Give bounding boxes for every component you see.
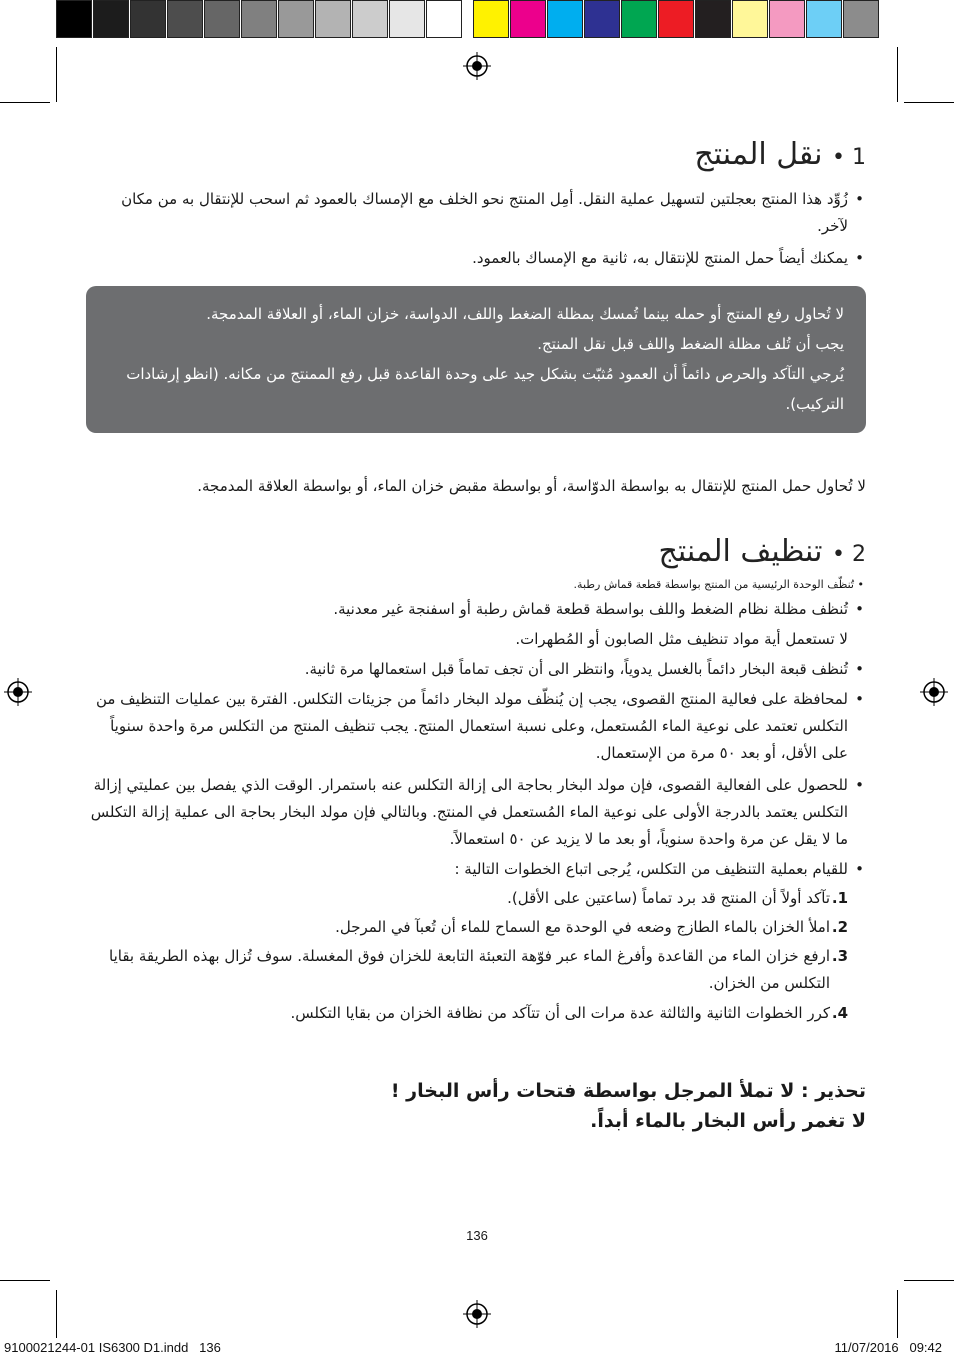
warning-box-line: يجب أن تُلف مظلة الضغط واللف قبل نقل المنتج. [537, 335, 844, 353]
crop-mark [897, 1290, 898, 1338]
crop-mark [0, 1280, 50, 1281]
color-swatch [843, 0, 879, 38]
step-text: املأ الخزان بالماء الطازج وضعه في الوحدة مع السماح للماء أن تُعبآ في المرجل. [335, 918, 830, 936]
color-swatch [695, 0, 731, 38]
warning-box-line: لا تُحاول رفع المنتج أو حمله بينما تُمسك بمظلة الضغط واللف، الدواسة، خزان الماء، أو العلاقة المدمجة. [206, 305, 844, 323]
crop-mark [904, 102, 954, 103]
warning-text: تحذير : لا تملأ المرجل بواسطة فتحات رأس البخار ! [390, 1080, 866, 1102]
color-swatch [93, 0, 129, 38]
list-item: • تُنظّف الوحدة الرئيسية من المنتج بواسطة قطعة قماش رطبة. [86, 576, 866, 594]
list-item: • لمحافظة على فعالية المنتج القصوى، يجب إن يُنظّف مولد البخار دائماً من جزيئات التكلس. الفترة بين عمليات التنظيف من التكلس تعتمد على نوعية الماء المُستعمل، وعلى نسبة استعمال المنتج. يجب تنظيف المنتج من التكلس مرة واحدة سنوياً على الأقل، أو بعد ٥٠ مرة من الإستعمال. [86, 686, 866, 767]
section-title-text: نقل المنتج [694, 137, 823, 172]
color-swatch [167, 0, 203, 38]
list-item: • تُنظف قبعة البخار دائماً بالغسل يدوياً، وانتظر الى أن تجف تماماً قبل استعمالها مرة ثانية. [86, 656, 866, 683]
list-item: • للقيام بعملية التنظيف من التكلس، يُرجى اتباع الخطوات التالية : [86, 856, 866, 883]
crop-mark [897, 47, 898, 102]
step-number: 1. [831, 889, 848, 907]
color-swatch [547, 0, 583, 38]
date-slug: 11/07/2016 09:42 [834, 1340, 942, 1355]
section-title [86, 534, 866, 569]
step-item [86, 885, 866, 912]
section-number: 1 • [832, 145, 866, 170]
color-swatch [510, 0, 546, 38]
file-slug: 9100021244-01 IS6300 D1.indd 136 [4, 1340, 221, 1355]
list-item-continuation: لا تستعمل أية مواد تنظيف مثل الصابون أو المُطهرات. [515, 630, 848, 648]
step-number: 4. [831, 1004, 848, 1022]
color-swatch [732, 0, 768, 38]
color-swatch [473, 0, 509, 38]
section-number: 2 • [832, 542, 866, 567]
step-text: تآكد أولاً أن المنتج قد برد تماماً (ساعتين على الأقل). [507, 889, 830, 907]
section-title [86, 137, 866, 172]
step-item [86, 943, 866, 997]
color-swatch [658, 0, 694, 38]
warning-box-line: يُرجي التآكد والحرص دائماً أن العمود مُثبّت بشكل جيد على وحدة القاعدة قبل رفع الممنتج من مكانه. (انظو إرشادات التركيب). [126, 365, 844, 413]
step-item [86, 1000, 866, 1027]
list-item: • يمكنك أيضاً حمل المنتج للإنتقال به، ثانية مع الإمساك بالعمود. [86, 245, 866, 272]
color-swatch [352, 0, 388, 38]
cleaning-warning [86, 1076, 866, 1136]
registration-mark-icon [4, 678, 32, 706]
crop-mark [0, 102, 50, 103]
crop-mark [56, 1290, 57, 1338]
section-title-text: تنظيف المنتج [658, 534, 823, 569]
note-text: لا تُحاول حمل المنتج للإنتقال به بواسطة الدوّاسة، أو بواسطة مقبض خزان الماء، أو بواسطة العلاقة المدمجة. [197, 477, 866, 495]
list-item: • تُنظف مظلة نظام الضغط واللف بواسطة قطعة قماش رطبة أو اسفنجة غير معدنية. [86, 596, 866, 623]
step-number: 2. [831, 918, 848, 936]
step-text: كرر الخطوات الثانية والثالثة عدة مرات الى أن تتآكد من نظافة الخزان من بقايا التكلس. [290, 1004, 830, 1022]
transport-warning-box [86, 286, 866, 433]
transport-bullets [86, 186, 866, 272]
color-swatch [315, 0, 351, 38]
transport-note [86, 473, 866, 500]
color-swatch [389, 0, 425, 38]
section-transport [86, 137, 866, 172]
color-swatch [426, 0, 462, 38]
warning-text: لا تغمر رأس البخار بالماء أبداً. [590, 1110, 866, 1132]
step-list [86, 885, 866, 1027]
crop-mark [56, 47, 57, 102]
step-number: 3. [831, 947, 848, 965]
color-swatch [769, 0, 805, 38]
cleaning-body [86, 576, 866, 1027]
registration-mark-icon [463, 52, 491, 80]
color-swatch [621, 0, 657, 38]
color-swatch [584, 0, 620, 38]
color-swatch [806, 0, 842, 38]
color-swatch [204, 0, 240, 38]
list-item: • للحصول على الفعالية القصوى، فإن مولد البخار بحاجة الى إزالة التكلس عنه باستمرار. الوقت الذي يفصل بين عمليتي إزالة التكلس يعتمد بالدرجة الأولى على نوعية الماء المُستعمل في المنتج. وبالتالي فإن مولد البخار بحاجة الى عملية إزالة التكلس ما لا يقل عن مرة واحدة سنوياً، أو بعد ما لا يزيد عن ٥٠ استعمالاً. [86, 772, 866, 853]
step-text: ارفع خزان الماء من القاعدة وأفرغ الماء عبر فوّهة التعبئة التابعة للخزان فوق المغسلة. سوف تُزال بهذه الطريقة بقايا التكلس من الخزان. [109, 947, 830, 992]
color-swatch [56, 0, 92, 38]
list-item: • زُوِّد هذا المنتج بعجلتين لتسهيل عملية النقل. أمِل المنتج نحو الخلف مع الإمساك بالعمود ثم اسحب للإنتقال به من مكان لآخر. [86, 186, 866, 240]
section-cleaning [86, 534, 866, 569]
registration-mark-icon [463, 1300, 491, 1328]
crop-mark [904, 1280, 954, 1281]
color-swatch [241, 0, 277, 38]
color-calibration-bar [56, 0, 880, 40]
color-swatch [130, 0, 166, 38]
color-swatch [278, 0, 314, 38]
page-number: 136 [466, 1228, 488, 1243]
swatch-gap [463, 0, 473, 40]
registration-mark-icon [920, 678, 948, 706]
step-item [86, 914, 866, 941]
